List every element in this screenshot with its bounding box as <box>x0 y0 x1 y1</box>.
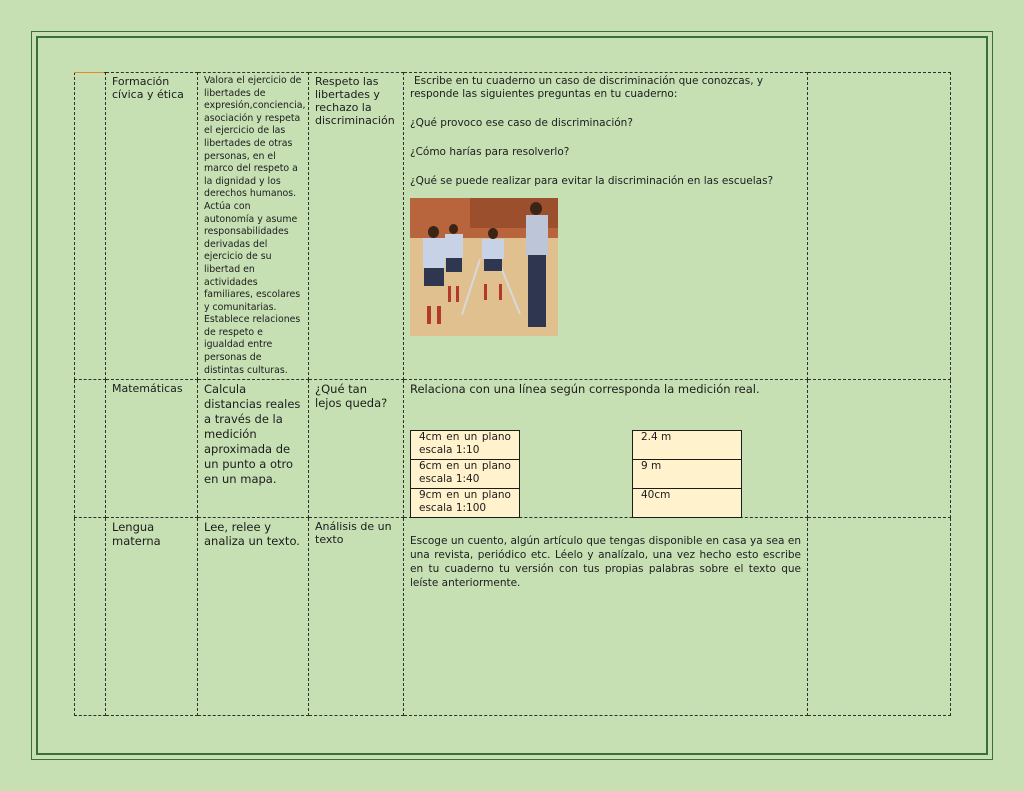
topic-text: ¿Qué tan lejos queda? <box>315 382 388 411</box>
subject-cell <box>106 380 198 518</box>
extra-cell <box>808 73 951 380</box>
row-margin-cell <box>75 518 106 716</box>
task-text: Escoge un cuento, algún artículo que tengas disponible en casa ya sea en una revista, periódico etc. Léelo y analízalo, una vez hecho esto escribe en tu cuaderno tu versión con tus propias palabras sobre el texto que leíste anteriormente. <box>410 535 801 590</box>
real-distance-box-2: 9 m <box>632 459 742 489</box>
subject-label: Formación cívica y ética <box>112 75 184 101</box>
table-row <box>75 73 951 380</box>
question-3: ¿Qué se puede realizar para evitar la discriminación en las escuelas? <box>410 175 774 187</box>
question-1: ¿Qué provoco ese caso de discriminación? <box>410 117 633 129</box>
learning-cell <box>198 73 309 380</box>
real-distance-box-3: 40cm <box>632 488 742 518</box>
learning-text: Lee, relee y analiza un texto. <box>204 520 300 549</box>
scale-box-2: 6cm en un plano escala 1:40 <box>410 459 520 489</box>
learning-text: Calcula distancias reales a través de la medición aproximada de un punto a otro en un mapa. <box>204 382 301 487</box>
learning-text: Valora el ejercicio de libertades de expresión,conciencia, asociación y respeta el ejercicio de las libertades de otras personas, en el marco del respeto a la dignidad y los derechos humanos. Actúa con autonomía y asume responsabilidades derivadas del ejercicio de su libertad en actividades familiares, escolares y comunitarias. Establece relaciones de respeto e igualdad entre personas de distintas culturas. <box>204 75 306 376</box>
scale-box-3: 9cm en un plano escala 1:100 <box>410 488 520 518</box>
topic-cell <box>309 518 404 716</box>
children-playing-cricket-photo <box>410 198 558 336</box>
table-row <box>75 518 951 716</box>
topic-text: Respeto las libertades y rechazo la discriminación <box>315 75 395 127</box>
learning-cell <box>198 380 309 518</box>
real-distance-box-1: 2.4 m <box>632 430 742 460</box>
row-margin-cell <box>75 380 106 518</box>
activity-table <box>74 72 951 716</box>
learning-cell <box>198 518 309 716</box>
topic-cell <box>309 73 404 380</box>
matching-cell <box>404 380 808 518</box>
topic-cell <box>309 380 404 518</box>
task-cell <box>404 73 808 380</box>
task-intro: Escribe en tu cuaderno un caso de discriminación que conozcas, y responde las siguientes preguntas en tu cuaderno: <box>410 75 764 100</box>
extra-cell <box>808 518 951 716</box>
subject-label: Lengua materna <box>112 520 161 549</box>
subject-label: Matemáticas <box>112 382 183 396</box>
task-cell <box>404 518 808 716</box>
subject-cell <box>106 518 198 716</box>
table-row <box>75 380 951 518</box>
corner-mark <box>74 72 104 73</box>
matching-instruction: Relaciona con una línea según corresponda la medición real. <box>410 382 760 397</box>
extra-cell <box>808 380 951 518</box>
row-margin-cell <box>75 73 106 380</box>
topic-text: Análisis de un texto <box>315 520 392 547</box>
question-2: ¿Cómo harías para resolverlo? <box>410 146 570 158</box>
subject-cell <box>106 73 198 380</box>
scale-box-1: 4cm en un plano escala 1:10 <box>410 430 520 460</box>
